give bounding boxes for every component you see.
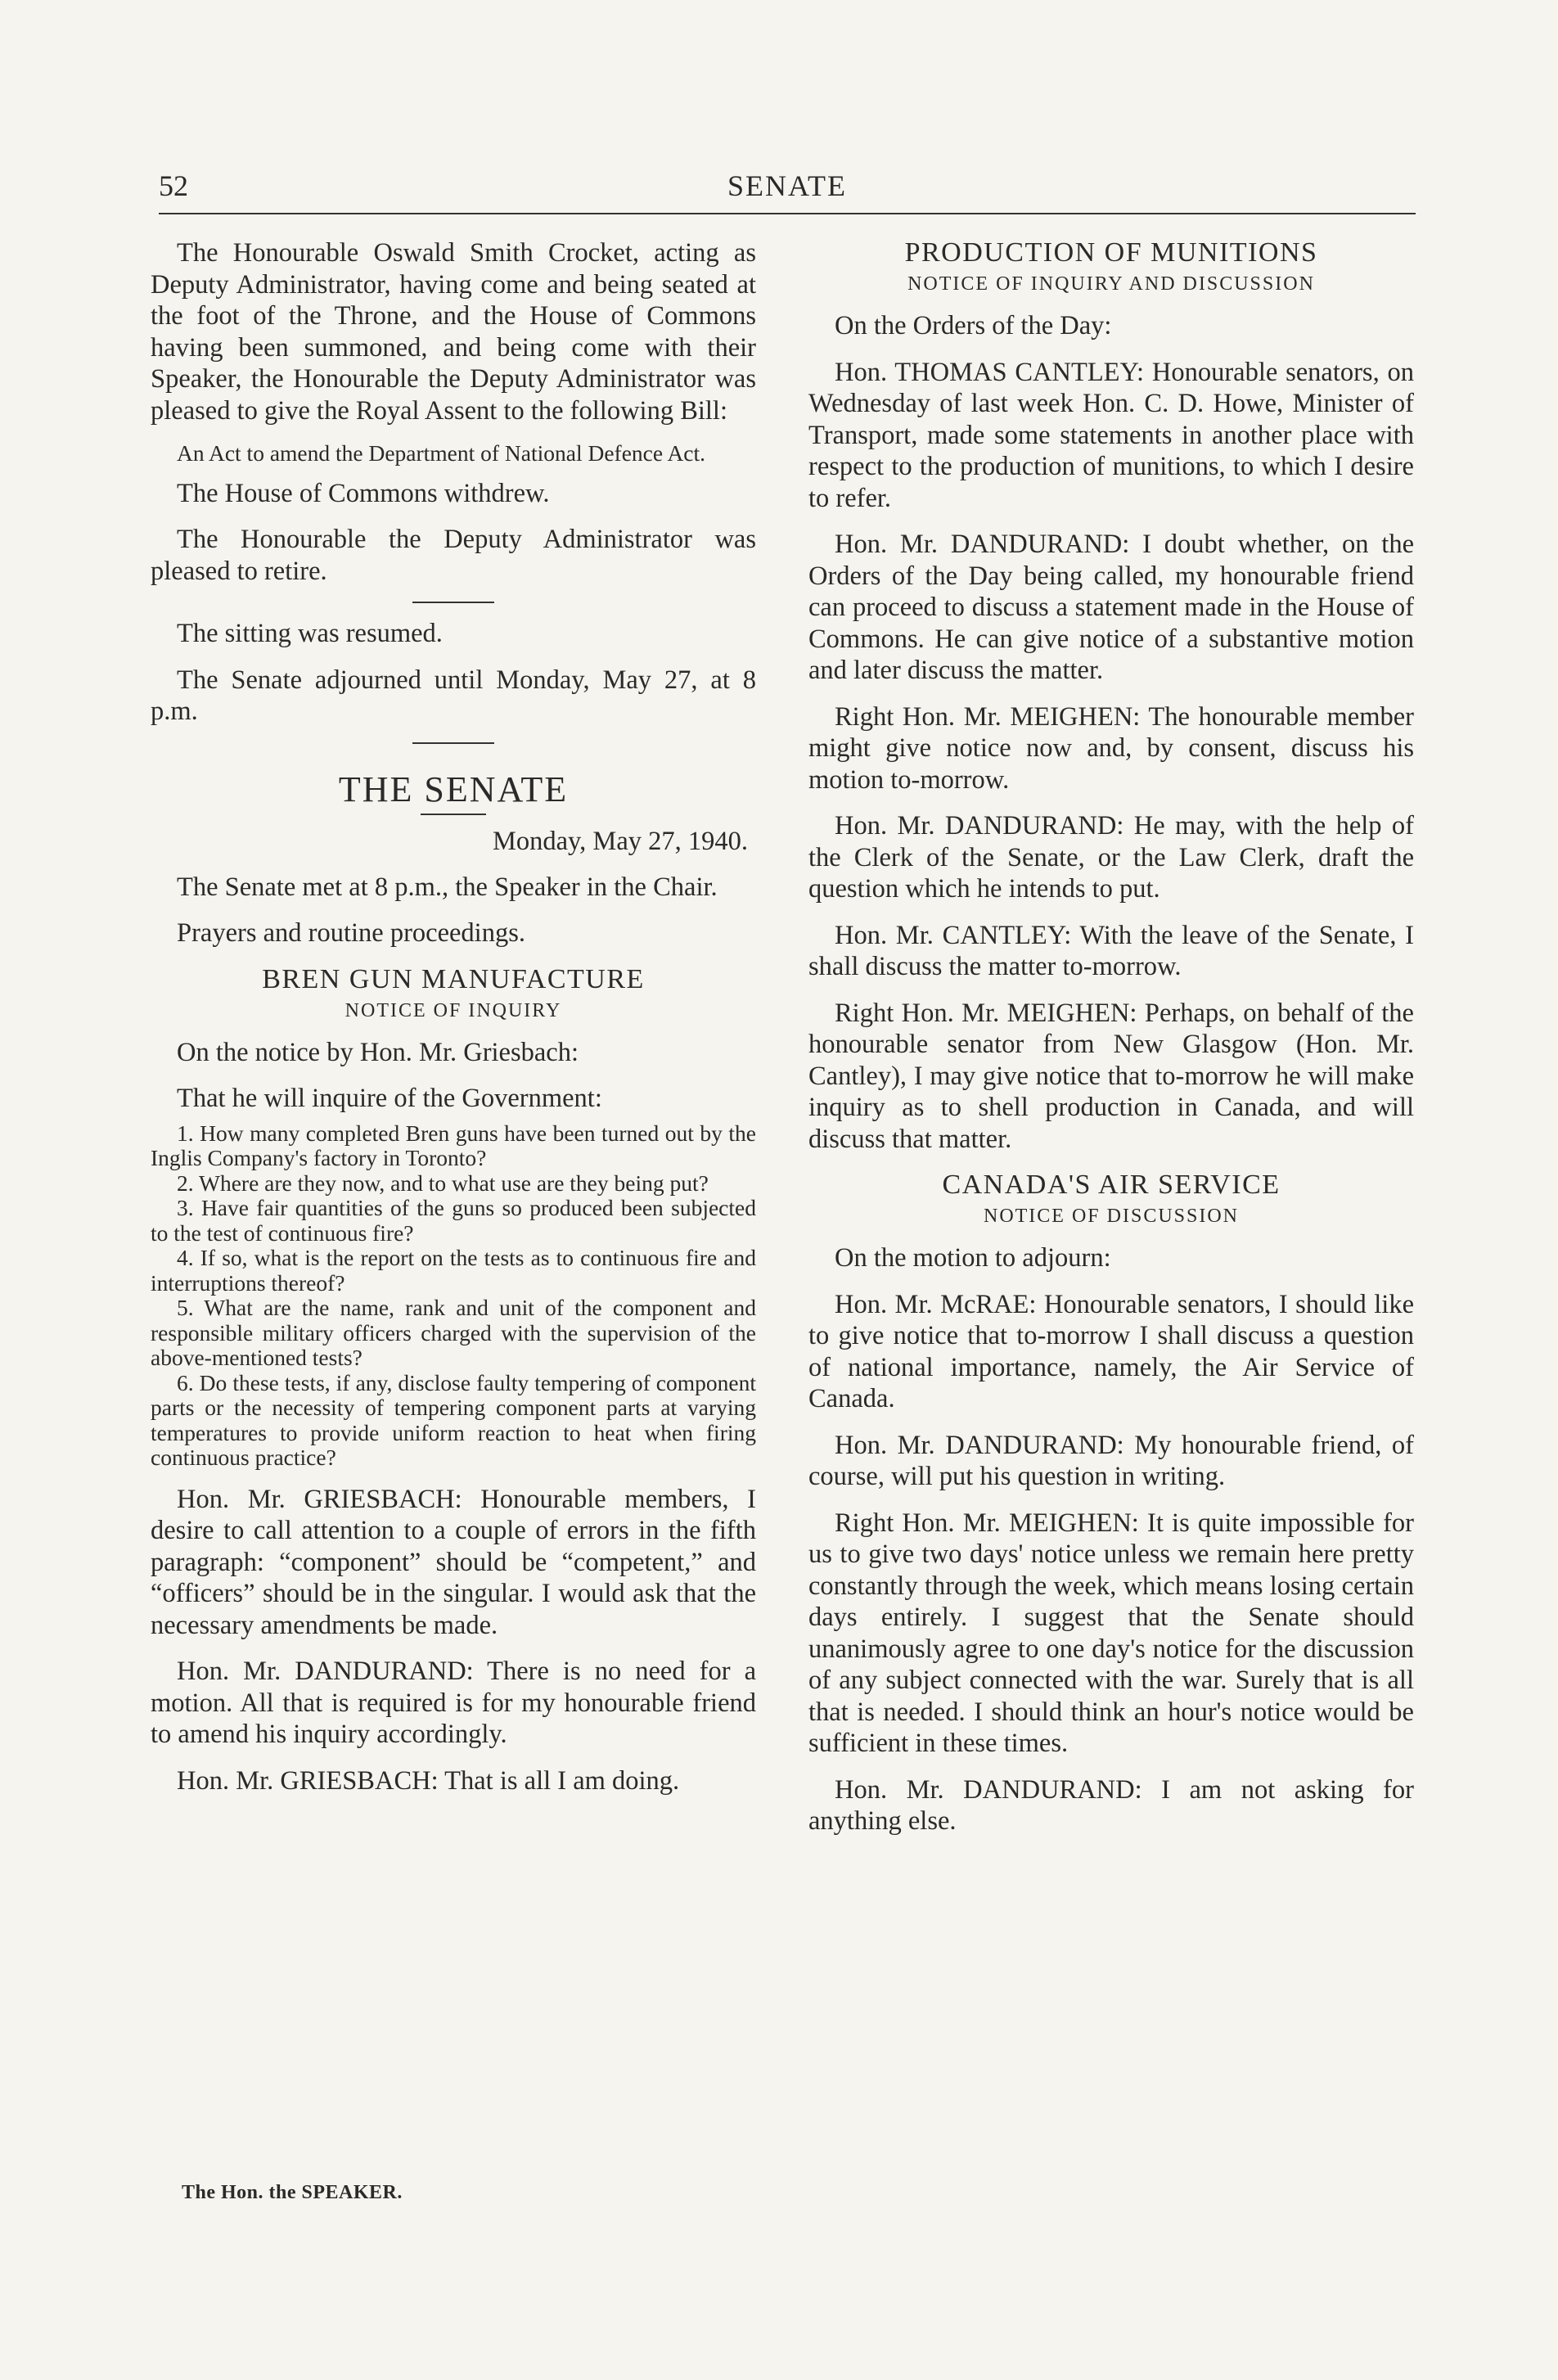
- left-column: [151, 237, 756, 1811]
- orders-of-day: On the Orders of the Day:: [835, 311, 1112, 340]
- dandurand-speech: Hon. Mr. DANDURAND: I am not asking for anything else.: [808, 1774, 1414, 1836]
- inquiry-questions: [151, 1121, 756, 1471]
- sitting-resumed: The sitting was resumed.: [177, 619, 443, 648]
- inquiry-question: 4. If so, what is the report on the tests as to continuous fire and interruptions thereof?: [151, 1245, 756, 1296]
- page-header: [159, 169, 1416, 218]
- commons-withdrew: The House of Commons withdrew.: [177, 478, 550, 508]
- cantley-speech: Hon. Mr. CANTLEY: With the leave of the Senate, I shall discuss the matter to-morrow.: [808, 920, 1414, 981]
- inquiry-question: 6. Do these tests, if any, disclose faulty tempering of component parts or the necessity of tempering component parts at varying temperatures to provide uniform reaction to heat when firing continuous practice?: [151, 1369, 756, 1470]
- subheading-notice-of-discussion: NOTICE OF DISCUSSION: [983, 1206, 1240, 1227]
- senate-adjourned: The Senate adjourned until Monday, May 27, at 8 p.m.: [151, 665, 756, 726]
- title-divider: [421, 814, 486, 815]
- heading-air-service: CANADA'S AIR SERVICE: [942, 1170, 1281, 1200]
- meighen-speech: Right Hon. Mr. MEIGHEN: Perhaps, on behalf of the honourable senator from New Glasgow (Hon. Mr. Cantley), I may give notice that to-morrow he will make inquiry as to shell production in Canada, and will discuss that matter.: [808, 998, 1414, 1154]
- header-rule: [159, 213, 1416, 214]
- inquiry-question: 3. Have fair quantities of the guns so produced been subjected to the test of continuous fire?: [151, 1195, 756, 1246]
- cantley-speech: Hon. THOMAS CANTLEY: Honourable senators, on Wednesday of last week Hon. C. D. Howe, Minister of Transport, made some statements in another place with respect to the production of munitions, to which I desire to refer.: [808, 357, 1414, 513]
- prayers: Prayers and routine proceedings.: [177, 918, 525, 948]
- administrator-retired: The Honourable the Deputy Administrator was pleased to retire.: [151, 525, 756, 586]
- page-number: 52: [159, 169, 188, 202]
- inquiry-question: 2. Where are they now, and to what use are they being put?: [177, 1170, 709, 1196]
- griesbach-reply: Hon. Mr. GRIESBACH: That is all I am doing.: [177, 1765, 680, 1796]
- right-column: [808, 237, 1414, 1852]
- section-divider: [412, 742, 494, 744]
- section-divider: [412, 602, 494, 603]
- motion-to-adjourn: On the motion to adjourn:: [835, 1243, 1111, 1273]
- heading-munitions: PRODUCTION OF MUNITIONS: [904, 237, 1318, 268]
- mcrae-speech: Hon. Mr. McRAE: Honourable senators, I should like to give notice that to-morrow I shall discuss a question of national importance, namely, the Air Service of Canada.: [808, 1289, 1414, 1413]
- section-title: THE SENATE: [338, 769, 569, 809]
- heading-bren-gun: BREN GUN MANUFACTURE: [262, 963, 645, 994]
- dandurand-speech: Hon. Mr. DANDURAND: I doubt whether, on the Orders of the Day being called, my honourable friend can proceed to discuss a statement made in the House of Commons. He can give notice of a substantive motion and later discuss the matter.: [808, 530, 1414, 685]
- inquiry-intro: That he will inquire of the Government:: [177, 1084, 602, 1113]
- inquiry-question: 5. What are the name, rank and unit of the component and responsible military officers charged with the supervision of the above-mentioned tests?: [151, 1295, 756, 1370]
- notice-intro: On the notice by Hon. Mr. Griesbach:: [177, 1037, 579, 1067]
- dandurand-speech: Hon. Mr. DANDURAND: There is no need for a motion. All that is required is for my honourable friend to amend his inquiry accordingly.: [151, 1657, 756, 1749]
- meighen-speech: Right Hon. Mr. MEIGHEN: The honourable member might give notice now and, by consent, discuss his motion to-morrow.: [808, 701, 1414, 795]
- subheading-notice-of-inquiry: NOTICE OF INQUIRY: [344, 999, 562, 1021]
- bill-title: An Act to amend the Department of National Defence Act.: [177, 440, 706, 466]
- subheading-inquiry-discussion: NOTICE OF INQUIRY AND DISCUSSION: [907, 273, 1315, 295]
- dandurand-speech: Hon. Mr. DANDURAND: My honourable friend, of course, will put his question in writing.: [808, 1430, 1414, 1491]
- royal-assent-paragraph: The Honourable Oswald Smith Crocket, acting as Deputy Administrator, having come and being seated at the foot of the Throne, and the House of Commons having been summoned, and being come with their Speaker, the Honourable the Deputy Administrator was pleased to give the Royal Assent to the following Bill:: [151, 238, 756, 426]
- running-title: SENATE: [727, 169, 847, 202]
- meighen-speech: Right Hon. Mr. MEIGHEN: It is quite impossible for us to give two days' notice unless we remain here pretty constantly through the week, which means losing certain days entirely. I suggest that the Senate should unanimously agree to one day's notice for the discussion of any subject connected with the war. Surely that is all that is needed. I should think an hour's notice would be sufficient in these times.: [808, 1508, 1414, 1758]
- inquiry-question: 1. How many completed Bren guns have been turned out by the Inglis Company's factory in Toronto?: [151, 1120, 756, 1170]
- griesbach-speech: Hon. Mr. GRIESBACH: Honourable members, I desire to call attention to a couple of errors in the fifth paragraph: “component” should be “competent,” and “officers” should be in the singular. I would ask that the necessary amendments be made.: [151, 1484, 756, 1640]
- dandurand-speech: Hon. Mr. DANDURAND: He may, with the help of the Clerk of the Senate, or the Law Clerk, draft the question which he intends to put.: [808, 811, 1414, 904]
- senate-met: The Senate met at 8 p.m., the Speaker in the Chair.: [177, 872, 718, 902]
- footer-speaker-note: The Hon. the SPEAKER.: [182, 2182, 403, 2203]
- sitting-date: Monday, May 27, 1940.: [492, 826, 748, 856]
